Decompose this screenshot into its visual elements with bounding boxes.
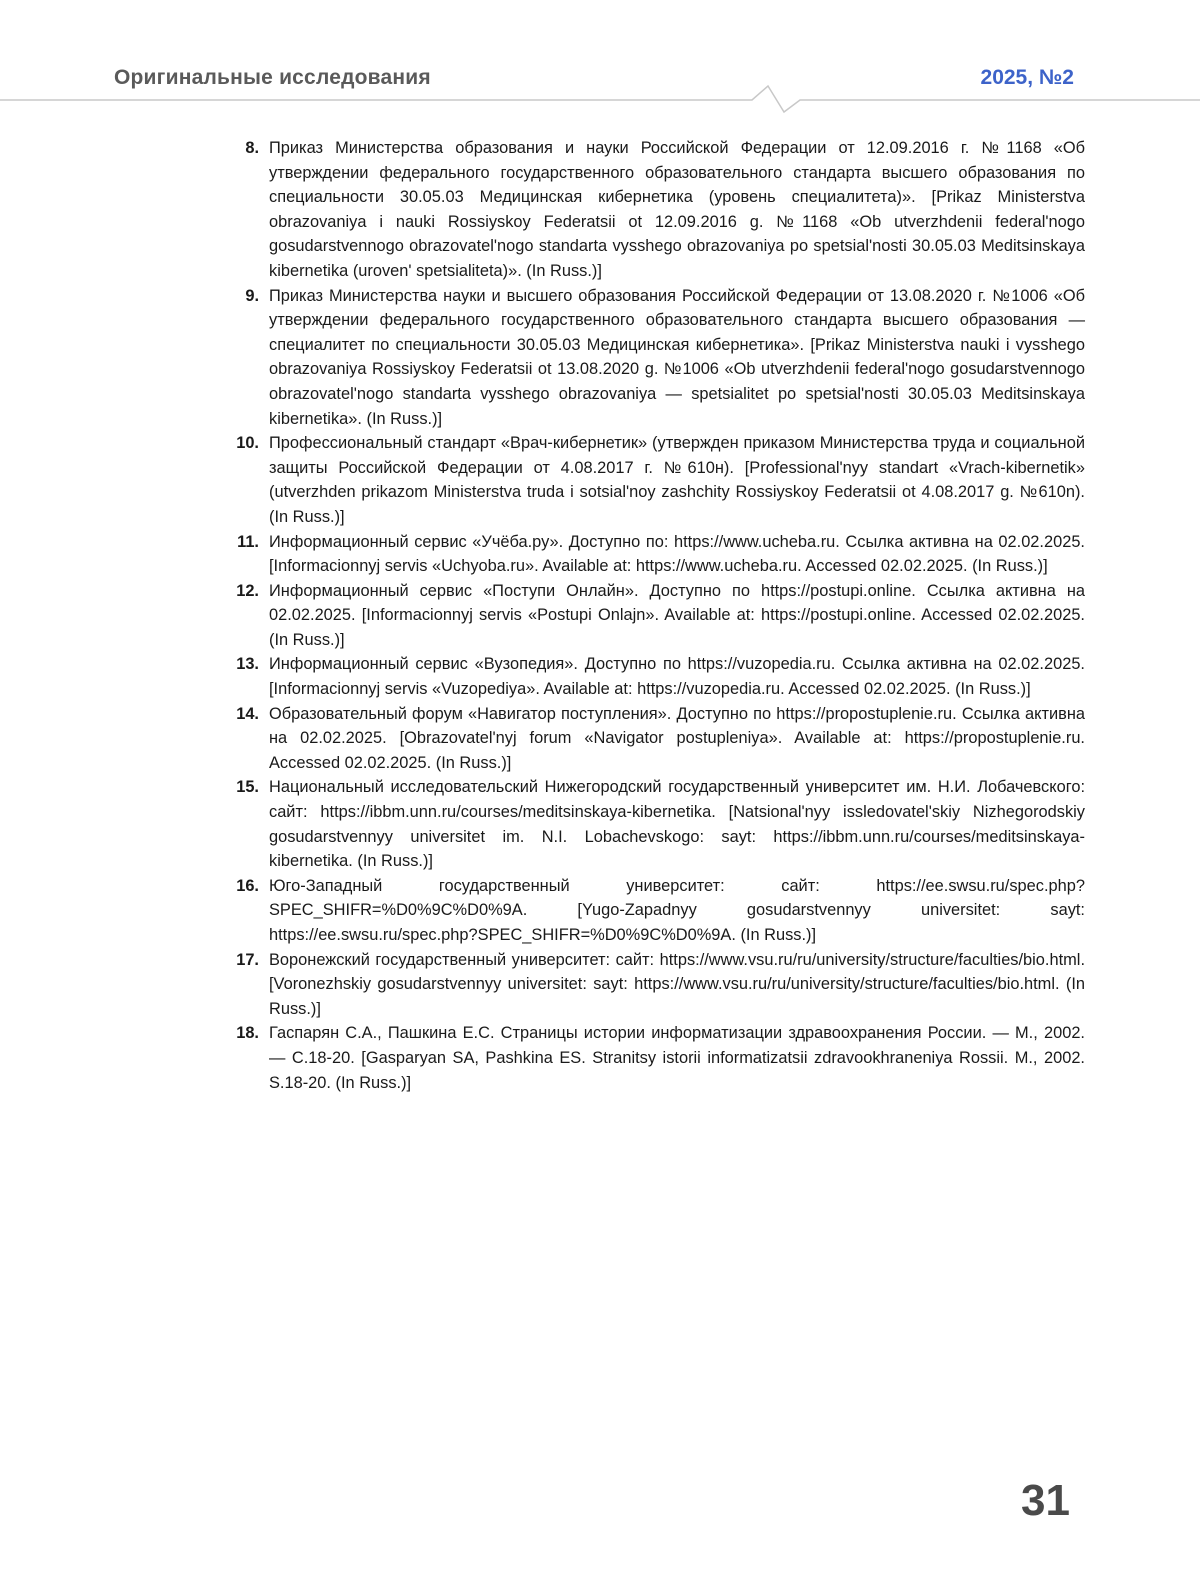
reference-text: Юго-Западный государственный университет: сайт: https://ee.swsu.ru/spec.php?SPEC_SHIFR=%D0%9C%D0%9A. [Yugo-Zapadnyy gosudarstvennyy universitet: sayt: https://ee.swsu.ru/spec.php?SPEC_SHIFR=%D0%9C%D0%9A. (In Russ.)] [269, 877, 1085, 944]
reference-number: 18. [229, 1021, 259, 1046]
reference-text: Образовательный форум «Навигатор поступления». Доступно по https://propostuplenie.ru. Ссылка активна на 02.02.2025. [Obrazovatel'nyj forum «Navigator postupleniya». Available at: https://propostuplenie.ru. Accessed 02.02.2025. (In Russ.)] [269, 705, 1085, 772]
reference-number: 8. [229, 136, 259, 161]
reference-item [229, 136, 1085, 284]
issue-label: 2025, №2 [981, 66, 1074, 90]
reference-item [229, 874, 1085, 948]
reference-item [229, 284, 1085, 432]
reference-item [229, 652, 1085, 701]
page-header [0, 0, 1200, 120]
reference-number: 14. [229, 702, 259, 727]
page-number: 31 [1021, 1476, 1070, 1526]
reference-text: Профессиональный стандарт «Врач-кибернетик» (утвержден приказом Министерства труда и социальной защиты Российской Федерации от 4.08.2017 г. №610н). [Professional'nyy standart «Vrach-kibernetik» (utverzhden prikazom Ministerstva truda i sotsial'noy zashchity Rossiyskoy Federatsii ot 4.08.2017 g. №610n). (In Russ.)] [269, 434, 1085, 526]
reference-text: Информационный сервис «Поступи Онлайн». Доступно по https://postupi.online. Ссылка активна на 02.02.2025. [Informacionnyj servis «Postupi Onlajn». Available at: https://postupi.online. Accessed 02.02.2025. (In Russ.)] [269, 582, 1085, 649]
reference-text: Гаспарян С.А., Пашкина Е.С. Страницы истории информатизации здравоохранения России. — М., 2002. — С.18-20. [Gasparyan SA, Pashkina ES. Stranitsy istorii informatizatsii zdravookhraneniya Rossii. M., 2002. S.18-20. (In Russ.)] [269, 1024, 1085, 1091]
reference-item [229, 1021, 1085, 1095]
reference-text: Приказ Министерства науки и высшего образования Российской Федерации от 13.08.2020 г. №1006 «Об утверждении федерального государственного образовательного стандарта высшего образования — специалитет по специальности 30.05.03 Медицинская кибернетика». [Prikaz Ministerstva nauki i vysshego obrazovaniya Rossiyskoy Federatsii ot 13.08.2020 g. №1006 «Ob utverzhdenii federal'nogo gosudarstvennogo obrazovatel'nogo standarta vysshego obrazovaniya — spetsialitet po spetsial'nosti 30.05.03 Meditsinskaya kibernetika». (In Russ.)] [269, 287, 1085, 428]
reference-text: Информационный сервис «Учёба.ру». Доступно по: https://www.ucheba.ru. Ссылка активна на 02.02.2025. [Informacionnyj servis «Uchyoba.ru». Available at: https://www.ucheba.ru. Accessed 02.02.2025. (In Russ.)] [269, 533, 1085, 576]
reference-text: Приказ Министерства образования и науки Российской Федерации от 12.09.2016 г. №1168 «Об утверждении федерального государственного образовательного стандарта высшего образования по специальности 30.05.03 Медицинская кибернетика (уровень специалитета)». [Prikaz Ministerstva obrazovaniya i nauki Rossiyskoy Federatsii ot 12.09.2016 g. №1168 «Ob utverzhdenii federal'nogo gosudarstvennogo obrazovatel'nogo standarta vysshego obrazovaniya po spetsial'nosti 30.05.03 Meditsinskaya kibernetika (uroven' spetsialiteta)». (In Russ.)] [269, 139, 1085, 280]
reference-number: 16. [229, 874, 259, 899]
reference-item [229, 702, 1085, 776]
reference-number: 15. [229, 775, 259, 800]
header-divider [0, 84, 1200, 116]
reference-item [229, 530, 1085, 579]
reference-list [229, 136, 1085, 1095]
reference-text: Информационный сервис «Вузопедия». Доступно по https://vuzopedia.ru. Ссылка активна на 02.02.2025. [Informacionnyj servis «Vuzopediya». Available at: https://vuzopedia.ru. Accessed 02.02.2025. (In Russ.)] [269, 655, 1085, 698]
reference-item [229, 775, 1085, 873]
section-title: Оригинальные исследования [114, 66, 431, 90]
reference-number: 10. [229, 431, 259, 456]
reference-item [229, 579, 1085, 653]
reference-number: 11. [229, 530, 259, 555]
reference-text: Национальный исследовательский Нижегородский государственный университет им. Н.И. Лобачевского: сайт: https://ibbm.unn.ru/courses/meditsinskaya-kibernetika. [Natsional'nyy issledovatel'skiy Nizhegorodskiy gosudarstvennyy universitet im. N.I. Lobachevskogo: sayt: https://ibbm.unn.ru/courses/meditsinskaya-kibernetika. (In Russ.)] [269, 778, 1085, 870]
reference-number: 13. [229, 652, 259, 677]
reference-number: 17. [229, 948, 259, 973]
reference-text: Воронежский государственный университет: сайт: https://www.vsu.ru/ru/university/structure/faculties/bio.html. [Voronezhskiy gosudarstvennyy universitet: sayt: https://www.vsu.ru/ru/university/structure/faculties/bio.html. (In Russ.)] [269, 951, 1085, 1018]
reference-item [229, 431, 1085, 529]
reference-number: 12. [229, 579, 259, 604]
reference-item [229, 948, 1085, 1022]
reference-number: 9. [229, 284, 259, 309]
